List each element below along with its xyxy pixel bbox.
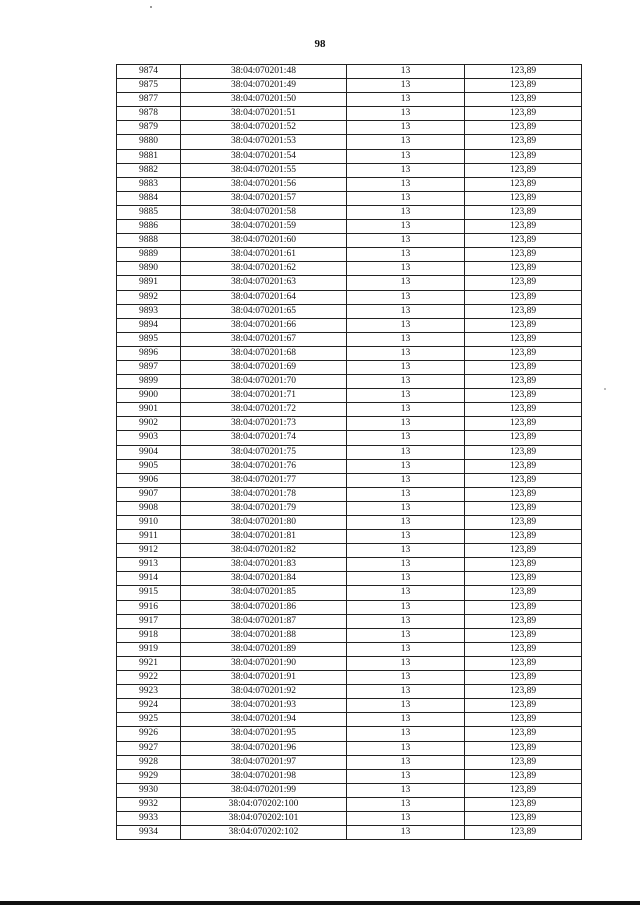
row-number-cell: 9908 (117, 501, 181, 515)
area-cell: 13 (347, 741, 465, 755)
value-cell: 123,89 (465, 79, 582, 93)
value-cell: 123,89 (465, 572, 582, 586)
value-cell: 123,89 (465, 205, 582, 219)
cadastral-number-cell: 38:04:070201:94 (181, 713, 347, 727)
cadastral-number-cell: 38:04:070201:93 (181, 699, 347, 713)
cadastral-number-cell: 38:04:070201:52 (181, 121, 347, 135)
row-number-cell: 9932 (117, 797, 181, 811)
row-number-cell: 9922 (117, 671, 181, 685)
area-cell: 13 (347, 600, 465, 614)
cadastral-number-cell: 38:04:070201:87 (181, 614, 347, 628)
row-number-cell: 9925 (117, 713, 181, 727)
table-row (117, 671, 582, 685)
table-row (117, 107, 582, 121)
value-cell: 123,89 (465, 276, 582, 290)
table-row (117, 234, 582, 248)
cadastral-number-cell: 38:04:070201:61 (181, 248, 347, 262)
table-row (117, 783, 582, 797)
value-cell: 123,89 (465, 431, 582, 445)
row-number-cell: 9905 (117, 459, 181, 473)
table-row (117, 375, 582, 389)
area-cell: 13 (347, 149, 465, 163)
row-number-cell: 9913 (117, 558, 181, 572)
table-row (117, 544, 582, 558)
cadastral-number-cell: 38:04:070201:63 (181, 276, 347, 290)
row-number-cell: 9933 (117, 811, 181, 825)
area-cell: 13 (347, 713, 465, 727)
area-cell: 13 (347, 234, 465, 248)
row-number-cell: 9929 (117, 769, 181, 783)
value-cell: 123,89 (465, 699, 582, 713)
area-cell: 13 (347, 220, 465, 234)
area-cell: 13 (347, 685, 465, 699)
cadastral-number-cell: 38:04:070201:48 (181, 65, 347, 79)
value-cell: 123,89 (465, 741, 582, 755)
cadastral-number-cell: 38:04:070201:49 (181, 79, 347, 93)
table-row (117, 248, 582, 262)
row-number-cell: 9886 (117, 220, 181, 234)
table-row (117, 163, 582, 177)
cadastral-number-cell: 38:04:070202:100 (181, 797, 347, 811)
row-number-cell: 9878 (117, 107, 181, 121)
cadastral-number-cell: 38:04:070201:51 (181, 107, 347, 121)
value-cell: 123,89 (465, 332, 582, 346)
value-cell: 123,89 (465, 811, 582, 825)
scan-speck (604, 388, 606, 390)
table-row (117, 332, 582, 346)
area-cell: 13 (347, 642, 465, 656)
table-row (117, 417, 582, 431)
cadastral-number-cell: 38:04:070201:56 (181, 177, 347, 191)
row-number-cell: 9907 (117, 487, 181, 501)
area-cell: 13 (347, 290, 465, 304)
value-cell: 123,89 (465, 544, 582, 558)
cadastral-number-cell: 38:04:070201:74 (181, 431, 347, 445)
value-cell: 123,89 (465, 501, 582, 515)
area-cell: 13 (347, 205, 465, 219)
row-number-cell: 9894 (117, 318, 181, 332)
value-cell: 123,89 (465, 403, 582, 417)
value-cell: 123,89 (465, 121, 582, 135)
value-cell: 123,89 (465, 797, 582, 811)
row-number-cell: 9896 (117, 346, 181, 360)
row-number-cell: 9892 (117, 290, 181, 304)
cadastral-number-cell: 38:04:070201:80 (181, 516, 347, 530)
table-row (117, 755, 582, 769)
area-cell: 13 (347, 79, 465, 93)
row-number-cell: 9924 (117, 699, 181, 713)
cadastral-number-cell: 38:04:070201:99 (181, 783, 347, 797)
table-row (117, 445, 582, 459)
area-cell: 13 (347, 797, 465, 811)
cadastral-number-cell: 38:04:070202:101 (181, 811, 347, 825)
value-cell: 123,89 (465, 149, 582, 163)
area-cell: 13 (347, 262, 465, 276)
area-cell: 13 (347, 614, 465, 628)
cadastral-number-cell: 38:04:070201:73 (181, 417, 347, 431)
area-cell: 13 (347, 360, 465, 374)
table-row (117, 304, 582, 318)
table-row (117, 811, 582, 825)
area-cell: 13 (347, 544, 465, 558)
table-row (117, 79, 582, 93)
table-row (117, 826, 582, 840)
area-cell: 13 (347, 671, 465, 685)
area-cell: 13 (347, 304, 465, 318)
cadastral-number-cell: 38:04:070201:53 (181, 135, 347, 149)
row-number-cell: 9890 (117, 262, 181, 276)
cadastral-number-cell: 38:04:070201:79 (181, 501, 347, 515)
value-cell: 123,89 (465, 375, 582, 389)
table-row (117, 558, 582, 572)
table-row (117, 318, 582, 332)
value-cell: 123,89 (465, 642, 582, 656)
value-cell: 123,89 (465, 558, 582, 572)
table-row (117, 121, 582, 135)
area-cell: 13 (347, 727, 465, 741)
area-cell: 13 (347, 276, 465, 290)
area-cell: 13 (347, 572, 465, 586)
table-row (117, 572, 582, 586)
value-cell: 123,89 (465, 346, 582, 360)
parcel-table (116, 64, 582, 840)
cadastral-number-cell: 38:04:070201:84 (181, 572, 347, 586)
area-cell: 13 (347, 389, 465, 403)
value-cell: 123,89 (465, 473, 582, 487)
row-number-cell: 9897 (117, 360, 181, 374)
cadastral-number-cell: 38:04:070201:81 (181, 530, 347, 544)
area-cell: 13 (347, 586, 465, 600)
cadastral-number-cell: 38:04:070201:62 (181, 262, 347, 276)
row-number-cell: 9893 (117, 304, 181, 318)
value-cell: 123,89 (465, 783, 582, 797)
cadastral-number-cell: 38:04:070202:102 (181, 826, 347, 840)
area-cell: 13 (347, 473, 465, 487)
row-number-cell: 9921 (117, 656, 181, 670)
value-cell: 123,89 (465, 614, 582, 628)
area-cell: 13 (347, 332, 465, 346)
value-cell: 123,89 (465, 262, 582, 276)
cadastral-number-cell: 38:04:070201:55 (181, 163, 347, 177)
cadastral-number-cell: 38:04:070201:86 (181, 600, 347, 614)
row-number-cell: 9881 (117, 149, 181, 163)
value-cell: 123,89 (465, 685, 582, 699)
area-cell: 13 (347, 403, 465, 417)
table-row (117, 389, 582, 403)
cadastral-number-cell: 38:04:070201:72 (181, 403, 347, 417)
value-cell: 123,89 (465, 304, 582, 318)
row-number-cell: 9900 (117, 389, 181, 403)
table-row (117, 403, 582, 417)
value-cell: 123,89 (465, 530, 582, 544)
table-row (117, 769, 582, 783)
area-cell: 13 (347, 318, 465, 332)
row-number-cell: 9874 (117, 65, 181, 79)
table-row (117, 628, 582, 642)
row-number-cell: 9930 (117, 783, 181, 797)
value-cell: 123,89 (465, 628, 582, 642)
cadastral-number-cell: 38:04:070201:98 (181, 769, 347, 783)
table-row (117, 360, 582, 374)
value-cell: 123,89 (465, 191, 582, 205)
table-row (117, 220, 582, 234)
row-number-cell: 9917 (117, 614, 181, 628)
table-row (117, 656, 582, 670)
value-cell: 123,89 (465, 107, 582, 121)
cadastral-number-cell: 38:04:070201:78 (181, 487, 347, 501)
table-row (117, 135, 582, 149)
area-cell: 13 (347, 93, 465, 107)
cadastral-number-cell: 38:04:070201:60 (181, 234, 347, 248)
cadastral-number-cell: 38:04:070201:77 (181, 473, 347, 487)
row-number-cell: 9916 (117, 600, 181, 614)
table-row (117, 727, 582, 741)
cadastral-number-cell: 38:04:070201:50 (181, 93, 347, 107)
area-cell: 13 (347, 417, 465, 431)
area-cell: 13 (347, 177, 465, 191)
cadastral-number-cell: 38:04:070201:96 (181, 741, 347, 755)
table-row (117, 699, 582, 713)
cadastral-number-cell: 38:04:070201:57 (181, 191, 347, 205)
row-number-cell: 9899 (117, 375, 181, 389)
table-row (117, 586, 582, 600)
cadastral-number-cell: 38:04:070201:92 (181, 685, 347, 699)
value-cell: 123,89 (465, 220, 582, 234)
table-row (117, 431, 582, 445)
area-cell: 13 (347, 699, 465, 713)
cadastral-number-cell: 38:04:070201:95 (181, 727, 347, 741)
table-row (117, 487, 582, 501)
cadastral-number-cell: 38:04:070201:68 (181, 346, 347, 360)
table-row (117, 501, 582, 515)
row-number-cell: 9902 (117, 417, 181, 431)
table-row (117, 205, 582, 219)
value-cell: 123,89 (465, 135, 582, 149)
table-row (117, 65, 582, 79)
value-cell: 123,89 (465, 516, 582, 530)
table-row (117, 600, 582, 614)
row-number-cell: 9912 (117, 544, 181, 558)
value-cell: 123,89 (465, 290, 582, 304)
row-number-cell: 9915 (117, 586, 181, 600)
cadastral-number-cell: 38:04:070201:88 (181, 628, 347, 642)
area-cell: 13 (347, 445, 465, 459)
table-row (117, 262, 582, 276)
table-row (117, 741, 582, 755)
table-row (117, 93, 582, 107)
row-number-cell: 9934 (117, 826, 181, 840)
row-number-cell: 9927 (117, 741, 181, 755)
area-cell: 13 (347, 530, 465, 544)
row-number-cell: 9906 (117, 473, 181, 487)
value-cell: 123,89 (465, 360, 582, 374)
area-cell: 13 (347, 487, 465, 501)
cadastral-number-cell: 38:04:070201:58 (181, 205, 347, 219)
row-number-cell: 9879 (117, 121, 181, 135)
area-cell: 13 (347, 107, 465, 121)
table-body (117, 65, 582, 840)
table-row (117, 290, 582, 304)
table-row (117, 177, 582, 191)
cadastral-number-cell: 38:04:070201:67 (181, 332, 347, 346)
value-cell: 123,89 (465, 656, 582, 670)
table-row (117, 276, 582, 290)
area-cell: 13 (347, 769, 465, 783)
value-cell: 123,89 (465, 671, 582, 685)
table-row (117, 642, 582, 656)
value-cell: 123,89 (465, 417, 582, 431)
area-cell: 13 (347, 459, 465, 473)
row-number-cell: 9918 (117, 628, 181, 642)
row-number-cell: 9883 (117, 177, 181, 191)
area-cell: 13 (347, 783, 465, 797)
scan-speck (150, 6, 152, 8)
row-number-cell: 9888 (117, 234, 181, 248)
row-number-cell: 9928 (117, 755, 181, 769)
row-number-cell: 9877 (117, 93, 181, 107)
value-cell: 123,89 (465, 234, 582, 248)
area-cell: 13 (347, 826, 465, 840)
area-cell: 13 (347, 163, 465, 177)
value-cell: 123,89 (465, 713, 582, 727)
area-cell: 13 (347, 516, 465, 530)
value-cell: 123,89 (465, 487, 582, 501)
row-number-cell: 9914 (117, 572, 181, 586)
table-row (117, 530, 582, 544)
row-number-cell: 9919 (117, 642, 181, 656)
row-number-cell: 9904 (117, 445, 181, 459)
table-row (117, 149, 582, 163)
area-cell: 13 (347, 121, 465, 135)
cadastral-number-cell: 38:04:070201:75 (181, 445, 347, 459)
scan-bottom-edge (0, 901, 640, 905)
row-number-cell: 9889 (117, 248, 181, 262)
row-number-cell: 9880 (117, 135, 181, 149)
area-cell: 13 (347, 135, 465, 149)
row-number-cell: 9910 (117, 516, 181, 530)
table-row (117, 346, 582, 360)
row-number-cell: 9911 (117, 530, 181, 544)
row-number-cell: 9903 (117, 431, 181, 445)
value-cell: 123,89 (465, 389, 582, 403)
table-row (117, 191, 582, 205)
value-cell: 123,89 (465, 318, 582, 332)
area-cell: 13 (347, 191, 465, 205)
area-cell: 13 (347, 501, 465, 515)
table-row (117, 614, 582, 628)
cadastral-number-cell: 38:04:070201:97 (181, 755, 347, 769)
cadastral-number-cell: 38:04:070201:91 (181, 671, 347, 685)
area-cell: 13 (347, 375, 465, 389)
area-cell: 13 (347, 628, 465, 642)
row-number-cell: 9875 (117, 79, 181, 93)
table-row (117, 685, 582, 699)
value-cell: 123,89 (465, 459, 582, 473)
cadastral-number-cell: 38:04:070201:70 (181, 375, 347, 389)
value-cell: 123,89 (465, 769, 582, 783)
value-cell: 123,89 (465, 65, 582, 79)
cadastral-number-cell: 38:04:070201:71 (181, 389, 347, 403)
cadastral-number-cell: 38:04:070201:90 (181, 656, 347, 670)
area-cell: 13 (347, 346, 465, 360)
value-cell: 123,89 (465, 163, 582, 177)
cadastral-number-cell: 38:04:070201:54 (181, 149, 347, 163)
parcel-table-container (116, 64, 581, 840)
row-number-cell: 9885 (117, 205, 181, 219)
row-number-cell: 9884 (117, 191, 181, 205)
cadastral-number-cell: 38:04:070201:82 (181, 544, 347, 558)
cadastral-number-cell: 38:04:070201:85 (181, 586, 347, 600)
area-cell: 13 (347, 656, 465, 670)
value-cell: 123,89 (465, 755, 582, 769)
area-cell: 13 (347, 755, 465, 769)
row-number-cell: 9926 (117, 727, 181, 741)
row-number-cell: 9923 (117, 685, 181, 699)
cadastral-number-cell: 38:04:070201:83 (181, 558, 347, 572)
row-number-cell: 9901 (117, 403, 181, 417)
value-cell: 123,89 (465, 586, 582, 600)
cadastral-number-cell: 38:04:070201:66 (181, 318, 347, 332)
page-number: 98 (314, 38, 326, 50)
table-row (117, 713, 582, 727)
value-cell: 123,89 (465, 727, 582, 741)
area-cell: 13 (347, 65, 465, 79)
value-cell: 123,89 (465, 445, 582, 459)
area-cell: 13 (347, 431, 465, 445)
table-row (117, 459, 582, 473)
value-cell: 123,89 (465, 600, 582, 614)
cadastral-number-cell: 38:04:070201:69 (181, 360, 347, 374)
row-number-cell: 9895 (117, 332, 181, 346)
value-cell: 123,89 (465, 177, 582, 191)
value-cell: 123,89 (465, 248, 582, 262)
cadastral-number-cell: 38:04:070201:64 (181, 290, 347, 304)
cadastral-number-cell: 38:04:070201:89 (181, 642, 347, 656)
area-cell: 13 (347, 811, 465, 825)
row-number-cell: 9891 (117, 276, 181, 290)
row-number-cell: 9882 (117, 163, 181, 177)
area-cell: 13 (347, 558, 465, 572)
cadastral-number-cell: 38:04:070201:59 (181, 220, 347, 234)
cadastral-number-cell: 38:04:070201:65 (181, 304, 347, 318)
area-cell: 13 (347, 248, 465, 262)
value-cell: 123,89 (465, 826, 582, 840)
table-row (117, 516, 582, 530)
cadastral-number-cell: 38:04:070201:76 (181, 459, 347, 473)
value-cell: 123,89 (465, 93, 582, 107)
table-row (117, 473, 582, 487)
table-row (117, 797, 582, 811)
